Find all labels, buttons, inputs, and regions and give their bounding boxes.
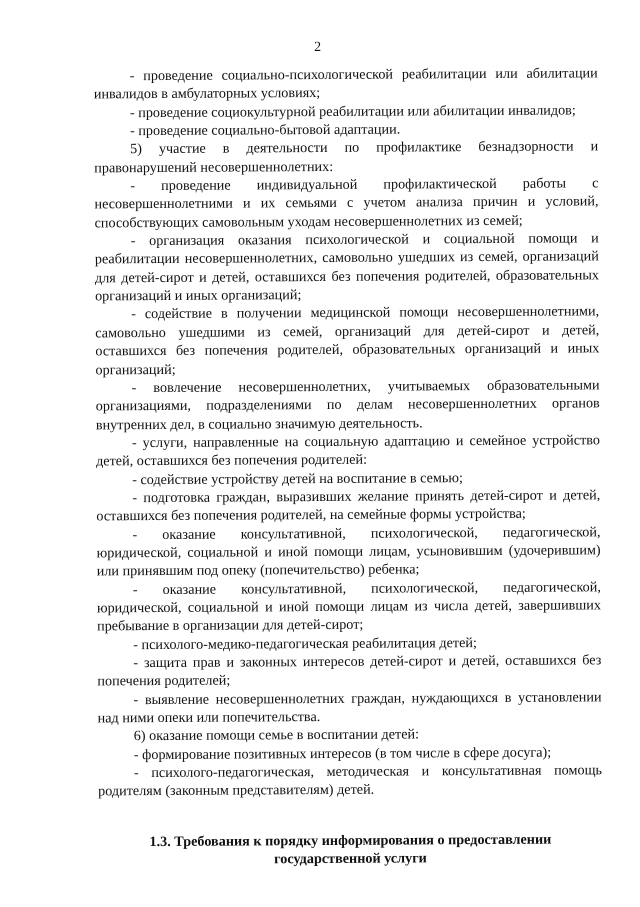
section-heading-line-2: государственной услуги (274, 850, 427, 868)
body-paragraph: 6) оказание помощи семье в воспитании детей: (133, 726, 420, 745)
document-body (94, 64, 602, 801)
body-paragraph: - организация оказания психологической и социальной помощи и реабилитации несовершеннолетних, самовольно ушедших из семей, организаций для детей-сирот и детей, оставшихся без попечения родителей, образовательных организаций и иных организаций; (94, 230, 599, 305)
body-paragraph: - оказание консультативной, психологической, педагогической, юридической, социальной и иной помощи лицам, усыновившим (удочерившим) или принявшим под опеку (попечительство) ребенка; (96, 523, 601, 580)
body-paragraph: - оказание консультативной, психологической, педагогической, юридической, социальной и иной помощи лицам из числа детей, завершивших пребывание в организации для детей-сирот; (96, 578, 602, 635)
body-paragraph: - психолого-медико-педагогическая реабилитация детей; (133, 634, 477, 653)
body-paragraph: - выявление несовершеннолетних граждан, нуждающихся в установлении над ними опеки или попечительства. (97, 688, 602, 727)
body-paragraph: - проведение социально-психологической реабилитации или абилитации инвалидов в амбулаторных условиях; (93, 65, 598, 103)
body-paragraph: - содействие устройству детей на воспитание в семью; (132, 469, 463, 488)
page-number: 2 (313, 39, 322, 56)
body-paragraph: - услуги, направленные на социальную адаптацию и семейное устройство детей, оставшихся без попечения родителей: (96, 432, 600, 470)
body-paragraph: - подготовка граждан, выразивших желание принять детей-сирот и детей, оставшихся без попечения родителей, на семейные формы устройства; (96, 487, 601, 525)
body-paragraph: 5) участие в деятельности по профилактике безнадзорности и правонарушений несовершеннолетних: (94, 138, 599, 177)
body-paragraph: - психолого-педагогическая, методическая и консультативная помощь родителям (законным представителям) детей. (98, 762, 603, 800)
body-paragraph: - содействие в получении медицинской помощи несовершеннолетними, самовольно ушедшими из семей, организаций для детей-сирот и детей, оставшихся без попечения родителей, образовательных организаций и иных организаций; (95, 303, 600, 378)
body-paragraph: - защита прав и законных интересов детей-сирот и детей, оставшихся без попечения родителей; (97, 652, 602, 690)
body-paragraph: - проведение индивидуальной профилактической работы с несовершеннолетними и их семьями с учетом анализа причин и условий, способствующих самовольным уходам несовершеннолетних из семей; (94, 175, 599, 232)
body-paragraph: - вовлечение несовершеннолетних, учитываемых образовательными организациями, подразделениями по делам несовершеннолетних органов внутренних дел, в социально значимую деятельность. (95, 377, 600, 433)
body-paragraph: - проведение социально-бытовой адаптации. (130, 121, 401, 140)
body-paragraph: - формирование позитивных интересов (в том числе в сфере досуга); (133, 744, 552, 763)
section-heading-line-1: 1.3. Требования к порядку информирования о предоставлении (149, 831, 552, 851)
section-heading (98, 830, 602, 869)
body-paragraph: - проведение социокультурной реабилитации или абилитации инвалидов; (129, 102, 576, 121)
